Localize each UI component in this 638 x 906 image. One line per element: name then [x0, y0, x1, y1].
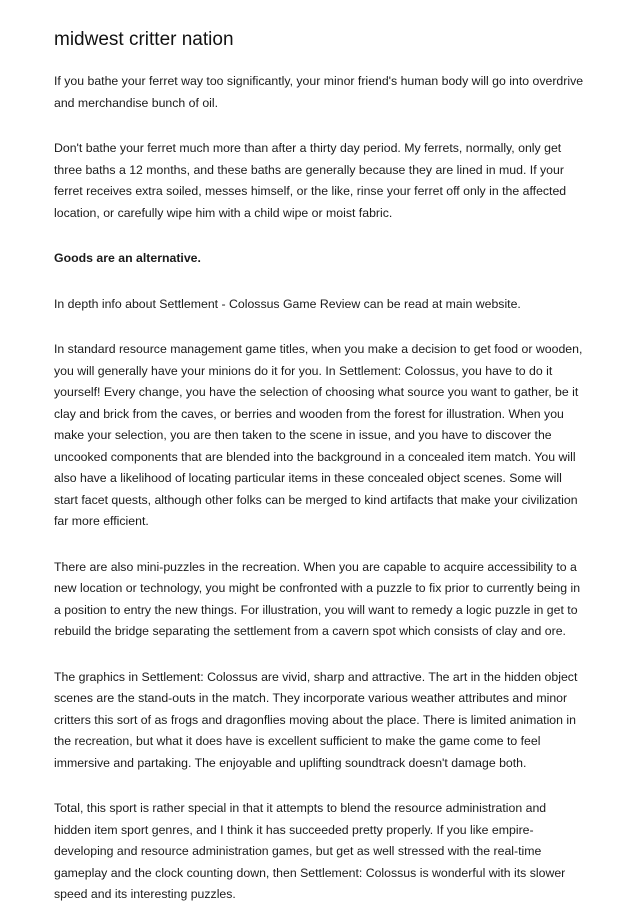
paragraph-bathing-oil: If you bathe your ferret way too significantly, your minor friend's human body will go into overdrive and merchandise bunch of oil. [54, 74, 584, 110]
title-spacer [54, 52, 584, 71]
paragraph-mini-puzzles: There are also mini-puzzles in the recreation. When you are capable to acquire accessibility to a new location or technology, you might be confronted with a puzzle to fix prior to currently being in a position to entry the new things. For illustration, you will want to remedy a logic puzzle in get to rebuild the bridge separating the settlement from a cavern spot which consists of clay and ore. [54, 559, 581, 638]
document-title: midwest critter nation [54, 29, 234, 50]
paragraph-review-info: In depth info about Settlement - Colossus Game Review can be read at main website. [54, 296, 521, 311]
paragraph-summary: Total, this sport is rather special in that it attempts to blend the resource administration and hidden item sport genres, and I think it has succeeded pretty properly. If you like empire-developing and resource administration games, but get as well stressed with the real-time gameplay and the clock counting down, then Settlement: Colossus is wonderful with its slower speed and its interesting puzzles. [54, 801, 566, 901]
paragraph-bold-heading: Goods are an alternative. [54, 251, 201, 265]
paragraph-bath-frequency: Don't bathe your ferret much more than after a thirty day period. My ferrets, normally, only get three baths a 12 months, and these baths are generally because they are lined in mud. If your ferret receives extra soiled, messes himself, or the like, rinse your ferret off only in the affected location, or carefully wipe him with a child wipe or moist fabric. [54, 141, 567, 220]
paragraph-graphics: The graphics in Settlement: Colossus are vivid, sharp and attractive. The art in the hidden object scenes are the stand-outs in the match. They incorporate various weather attributes and minor critters this sort of as frogs and dragonflies moving about the place. There is limited animation in the recreation, but what it does have is excellent sufficient to make the game come to feel immersive and partaking. The enjoyable and uplifting soundtrack doesn't damage both. [54, 669, 578, 770]
paragraph-resource-management: In standard resource management game titles, when you make a decision to get food or wooden, you will generally have your minions do it for you. In Settlement: Colossus, you have to do it yourself! Every change, you have the selection of choosing what source you want to gather, be it clay and brick from the caves, or berries and wooden from the forest for illustration. When you make your selection, you are then taken to the scene in issue, and you have to discover the uncooked components that are blended into the background in a concealed item match. You will also have a likelihood of locating particular items in these concealed object scenes. Some will start facet quests, although other folks can be merged to kind artifacts that make your civilization far more efficient. [54, 342, 583, 528]
